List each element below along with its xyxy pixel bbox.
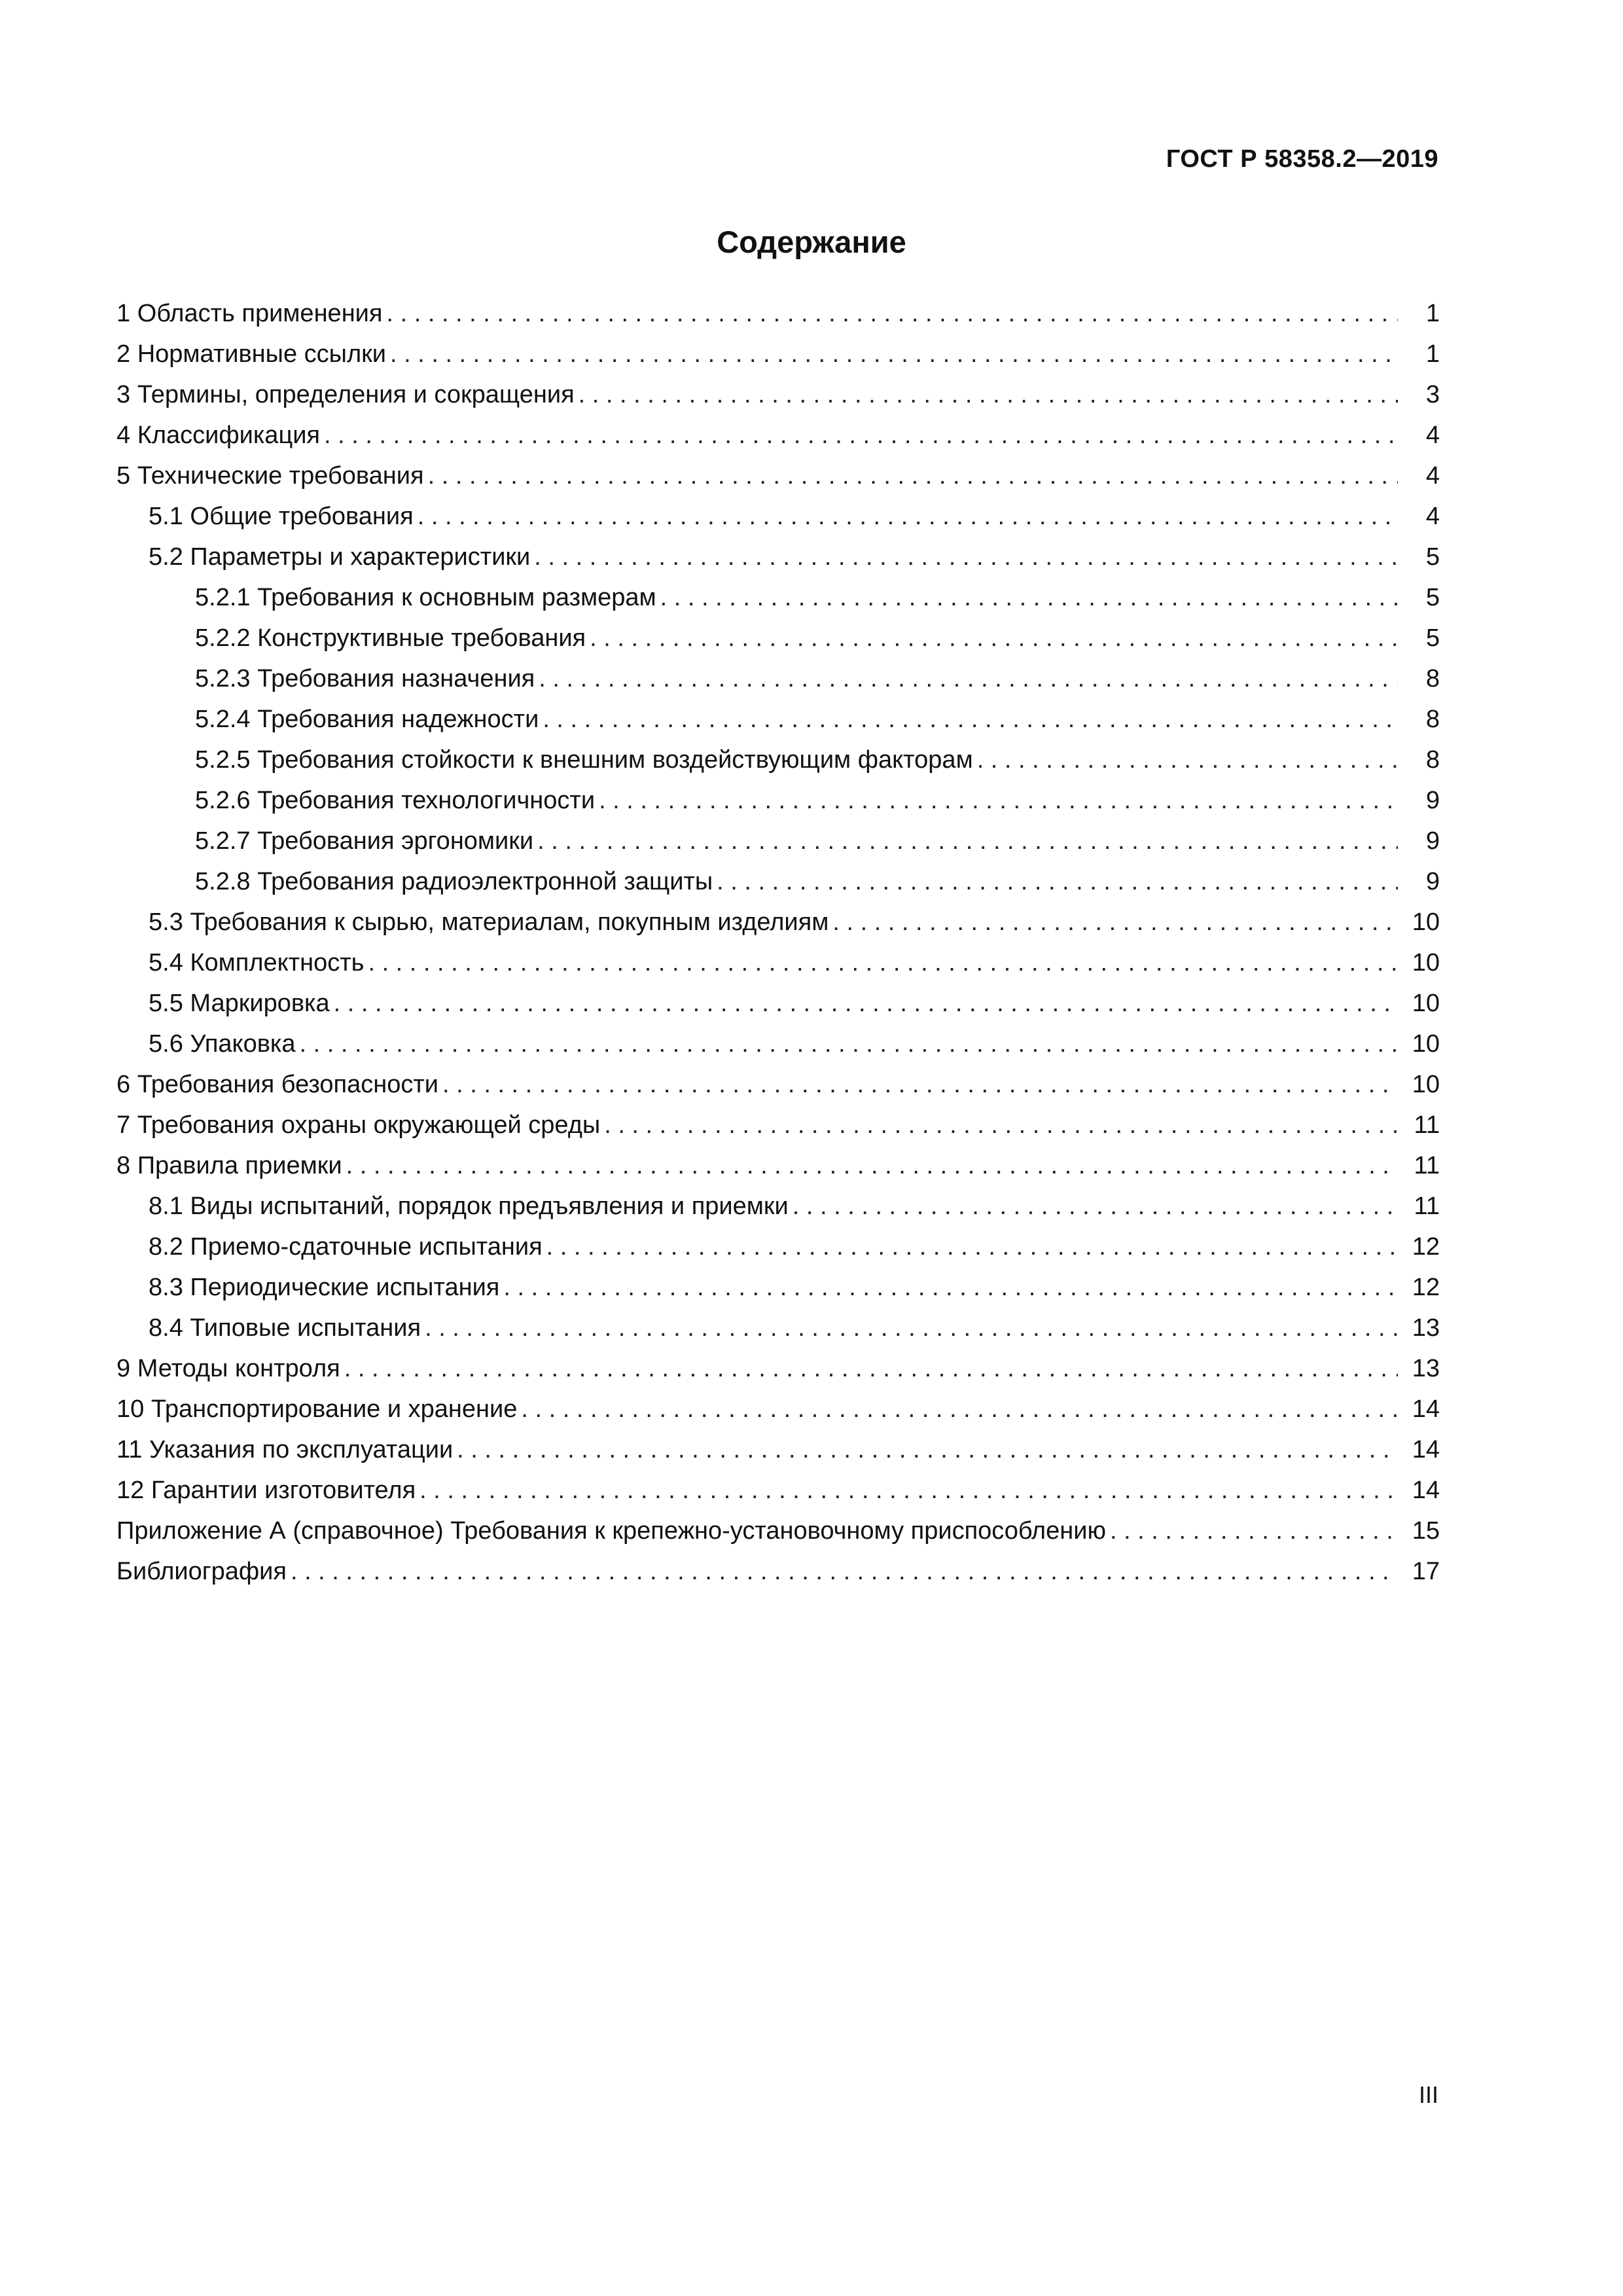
toc-entry[interactable] xyxy=(116,374,1440,415)
toc-entry-label: 5.2.4 Требования надежности xyxy=(195,706,539,733)
toc-dot-leader xyxy=(717,861,1398,902)
toc-entry-label: 5.1 Общие требования xyxy=(149,503,414,530)
toc-dot-leader xyxy=(324,415,1398,456)
toc-entry-page: 14 xyxy=(1412,1395,1440,1423)
toc-dot-leader xyxy=(425,1308,1398,1348)
toc-dot-leader xyxy=(457,1429,1398,1470)
toc-dot-leader xyxy=(537,821,1398,861)
toc-entry[interactable] xyxy=(116,740,1440,780)
toc-dot-leader xyxy=(419,1470,1398,1511)
table-of-contents xyxy=(116,293,1440,1592)
toc-dot-leader xyxy=(300,1024,1399,1064)
toc-entry-page: 5 xyxy=(1425,543,1440,571)
toc-entry[interactable] xyxy=(116,1429,1440,1470)
toc-entry[interactable] xyxy=(116,496,1440,537)
toc-entry-label: 10 Транспортирование и хранение xyxy=(116,1395,518,1423)
toc-entry-page: 15 xyxy=(1412,1517,1440,1545)
toc-entry-page: 10 xyxy=(1412,1071,1440,1098)
toc-dot-leader xyxy=(418,496,1398,537)
toc-entry-label: 3 Термины, определения и сокращения xyxy=(116,381,575,408)
toc-entry-label: 12 Гарантии изготовителя xyxy=(116,1477,416,1504)
toc-entry-label: 8.2 Приемо-сдаточные испытания xyxy=(149,1233,543,1261)
toc-entry-label: 5.6 Упаковка xyxy=(149,1030,296,1058)
toc-dot-leader xyxy=(604,1105,1398,1145)
toc-entry-page: 4 xyxy=(1425,503,1440,530)
toc-dot-leader xyxy=(291,1551,1398,1592)
toc-entry[interactable] xyxy=(116,537,1440,577)
toc-entry[interactable] xyxy=(116,1227,1440,1267)
toc-entry[interactable] xyxy=(116,1348,1440,1389)
toc-entry[interactable] xyxy=(116,577,1440,618)
document-code: ГОСТ Р 58358.2—2019 xyxy=(1166,145,1438,173)
toc-entry-label: 5.2.6 Требования технологичности xyxy=(195,787,596,814)
toc-entry[interactable] xyxy=(116,942,1440,983)
toc-dot-leader xyxy=(579,374,1398,415)
toc-entry-label: 5.2.3 Требования назначения xyxy=(195,665,535,692)
toc-entry-page: 4 xyxy=(1425,462,1440,490)
toc-dot-leader xyxy=(334,983,1398,1024)
toc-entry-label: Приложение А (справочное) Требования к крепежно-установочному приспособлению xyxy=(116,1517,1106,1545)
toc-entry[interactable] xyxy=(116,780,1440,821)
toc-entry-page: 13 xyxy=(1412,1314,1440,1342)
toc-entry-label: 4 Классификация xyxy=(116,422,321,449)
toc-entry-label: 5 Технические требования xyxy=(116,462,424,490)
toc-dot-leader xyxy=(977,740,1398,780)
toc-entry[interactable] xyxy=(116,1145,1440,1186)
toc-entry-label: 9 Методы контроля xyxy=(116,1355,340,1382)
toc-entry[interactable] xyxy=(116,902,1440,942)
toc-entry-page: 10 xyxy=(1412,949,1440,977)
toc-entry-page: 10 xyxy=(1412,990,1440,1017)
toc-entry-label: 5.2.1 Требования к основным размерам xyxy=(195,584,656,611)
toc-entry-page: 3 xyxy=(1425,381,1440,408)
toc-entry-page: 10 xyxy=(1412,908,1440,936)
toc-entry[interactable] xyxy=(116,334,1440,374)
toc-entry[interactable] xyxy=(116,1267,1440,1308)
toc-entry-label: 8.3 Периодические испытания xyxy=(149,1274,500,1301)
toc-dot-leader xyxy=(368,942,1398,983)
toc-dot-leader xyxy=(503,1267,1398,1308)
toc-entry-label: 5.4 Комплектность xyxy=(149,949,365,977)
toc-dot-leader xyxy=(346,1145,1398,1186)
toc-entry[interactable] xyxy=(116,1186,1440,1227)
toc-entry-page: 10 xyxy=(1412,1030,1440,1058)
toc-entry[interactable] xyxy=(116,983,1440,1024)
toc-entry[interactable] xyxy=(116,1551,1440,1592)
toc-dot-leader xyxy=(660,577,1398,618)
toc-entry-page: 1 xyxy=(1425,300,1440,327)
toc-entry-label: 5.2.8 Требования радиоэлектронной защиты xyxy=(195,868,713,895)
toc-entry-label: 8.4 Типовые испытания xyxy=(149,1314,421,1342)
toc-dot-leader xyxy=(442,1064,1398,1105)
toc-entry[interactable] xyxy=(116,1511,1440,1551)
toc-entry-page: 9 xyxy=(1425,827,1440,855)
toc-entry-page: 17 xyxy=(1412,1558,1440,1585)
toc-title: Содержание xyxy=(717,224,906,259)
toc-dot-leader xyxy=(521,1389,1398,1429)
toc-dot-leader xyxy=(386,293,1398,334)
toc-entry-label: 8.1 Виды испытаний, порядок предъявления и приемки xyxy=(149,1193,789,1220)
toc-entry-page: 12 xyxy=(1412,1233,1440,1261)
toc-dot-leader xyxy=(539,658,1398,699)
toc-entry[interactable] xyxy=(116,699,1440,740)
toc-entry-page: 8 xyxy=(1425,746,1440,774)
toc-entry-page: 11 xyxy=(1414,1111,1440,1139)
toc-entry-label: 7 Требования охраны окружающей среды xyxy=(116,1111,601,1139)
toc-entry[interactable] xyxy=(116,456,1440,496)
toc-dot-leader xyxy=(1110,1511,1398,1551)
toc-dot-leader xyxy=(832,902,1398,942)
toc-entry-page: 4 xyxy=(1425,422,1440,449)
toc-dot-leader xyxy=(543,699,1398,740)
toc-dot-leader xyxy=(590,618,1398,658)
toc-entry-label: 11 Указания по эксплуатации xyxy=(116,1436,454,1463)
toc-entry-page: 9 xyxy=(1425,868,1440,895)
page-number: III xyxy=(1418,2081,1438,2108)
toc-entry-label: 6 Требования безопасности xyxy=(116,1071,438,1098)
toc-entry-page: 1 xyxy=(1425,340,1440,368)
toc-entry[interactable] xyxy=(116,415,1440,456)
toc-entry-page: 13 xyxy=(1412,1355,1440,1382)
toc-entry[interactable] xyxy=(116,1105,1440,1145)
toc-entry-page: 14 xyxy=(1412,1436,1440,1463)
toc-dot-leader xyxy=(599,780,1398,821)
toc-entry-page: 5 xyxy=(1425,584,1440,611)
toc-entry[interactable] xyxy=(116,1470,1440,1511)
toc-entry-page: 8 xyxy=(1425,665,1440,692)
toc-dot-leader xyxy=(344,1348,1398,1389)
toc-entry-page: 9 xyxy=(1425,787,1440,814)
toc-entry-label: 5.2.2 Конструктивные требования xyxy=(195,624,586,652)
toc-entry-label: 8 Правила приемки xyxy=(116,1152,342,1179)
toc-entry-label: 2 Нормативные ссылки xyxy=(116,340,386,368)
toc-entry-label: 5.2 Параметры и характеристики xyxy=(149,543,531,571)
toc-entry[interactable] xyxy=(116,658,1440,699)
toc-dot-leader xyxy=(534,537,1398,577)
toc-entry[interactable] xyxy=(116,1064,1440,1105)
toc-entry[interactable] xyxy=(116,293,1440,334)
toc-entry-page: 5 xyxy=(1425,624,1440,652)
toc-entry-page: 8 xyxy=(1425,706,1440,733)
toc-entry-page: 14 xyxy=(1412,1477,1440,1504)
toc-dot-leader xyxy=(428,456,1398,496)
toc-dot-leader xyxy=(793,1186,1398,1227)
toc-entry[interactable] xyxy=(116,821,1440,861)
toc-entry-label: Библиография xyxy=(116,1558,287,1585)
toc-entry-label: 5.5 Маркировка xyxy=(149,990,330,1017)
toc-entry-page: 11 xyxy=(1414,1152,1440,1179)
toc-entry[interactable] xyxy=(116,618,1440,658)
toc-entry-label: 5.2.5 Требования стойкости к внешним воздействующим факторам xyxy=(195,746,973,774)
toc-entry[interactable] xyxy=(116,1389,1440,1429)
toc-entry-page: 11 xyxy=(1414,1193,1440,1220)
toc-entry[interactable] xyxy=(116,1024,1440,1064)
toc-dot-leader xyxy=(390,334,1398,374)
toc-entry-label: 1 Область применения xyxy=(116,300,383,327)
toc-entry-page: 12 xyxy=(1412,1274,1440,1301)
toc-entry[interactable] xyxy=(116,861,1440,902)
toc-dot-leader xyxy=(546,1227,1398,1267)
toc-entry-label: 5.2.7 Требования эргономики xyxy=(195,827,534,855)
toc-entry-label: 5.3 Требования к сырью, материалам, покупным изделиям xyxy=(149,908,829,936)
toc-entry[interactable] xyxy=(116,1308,1440,1348)
